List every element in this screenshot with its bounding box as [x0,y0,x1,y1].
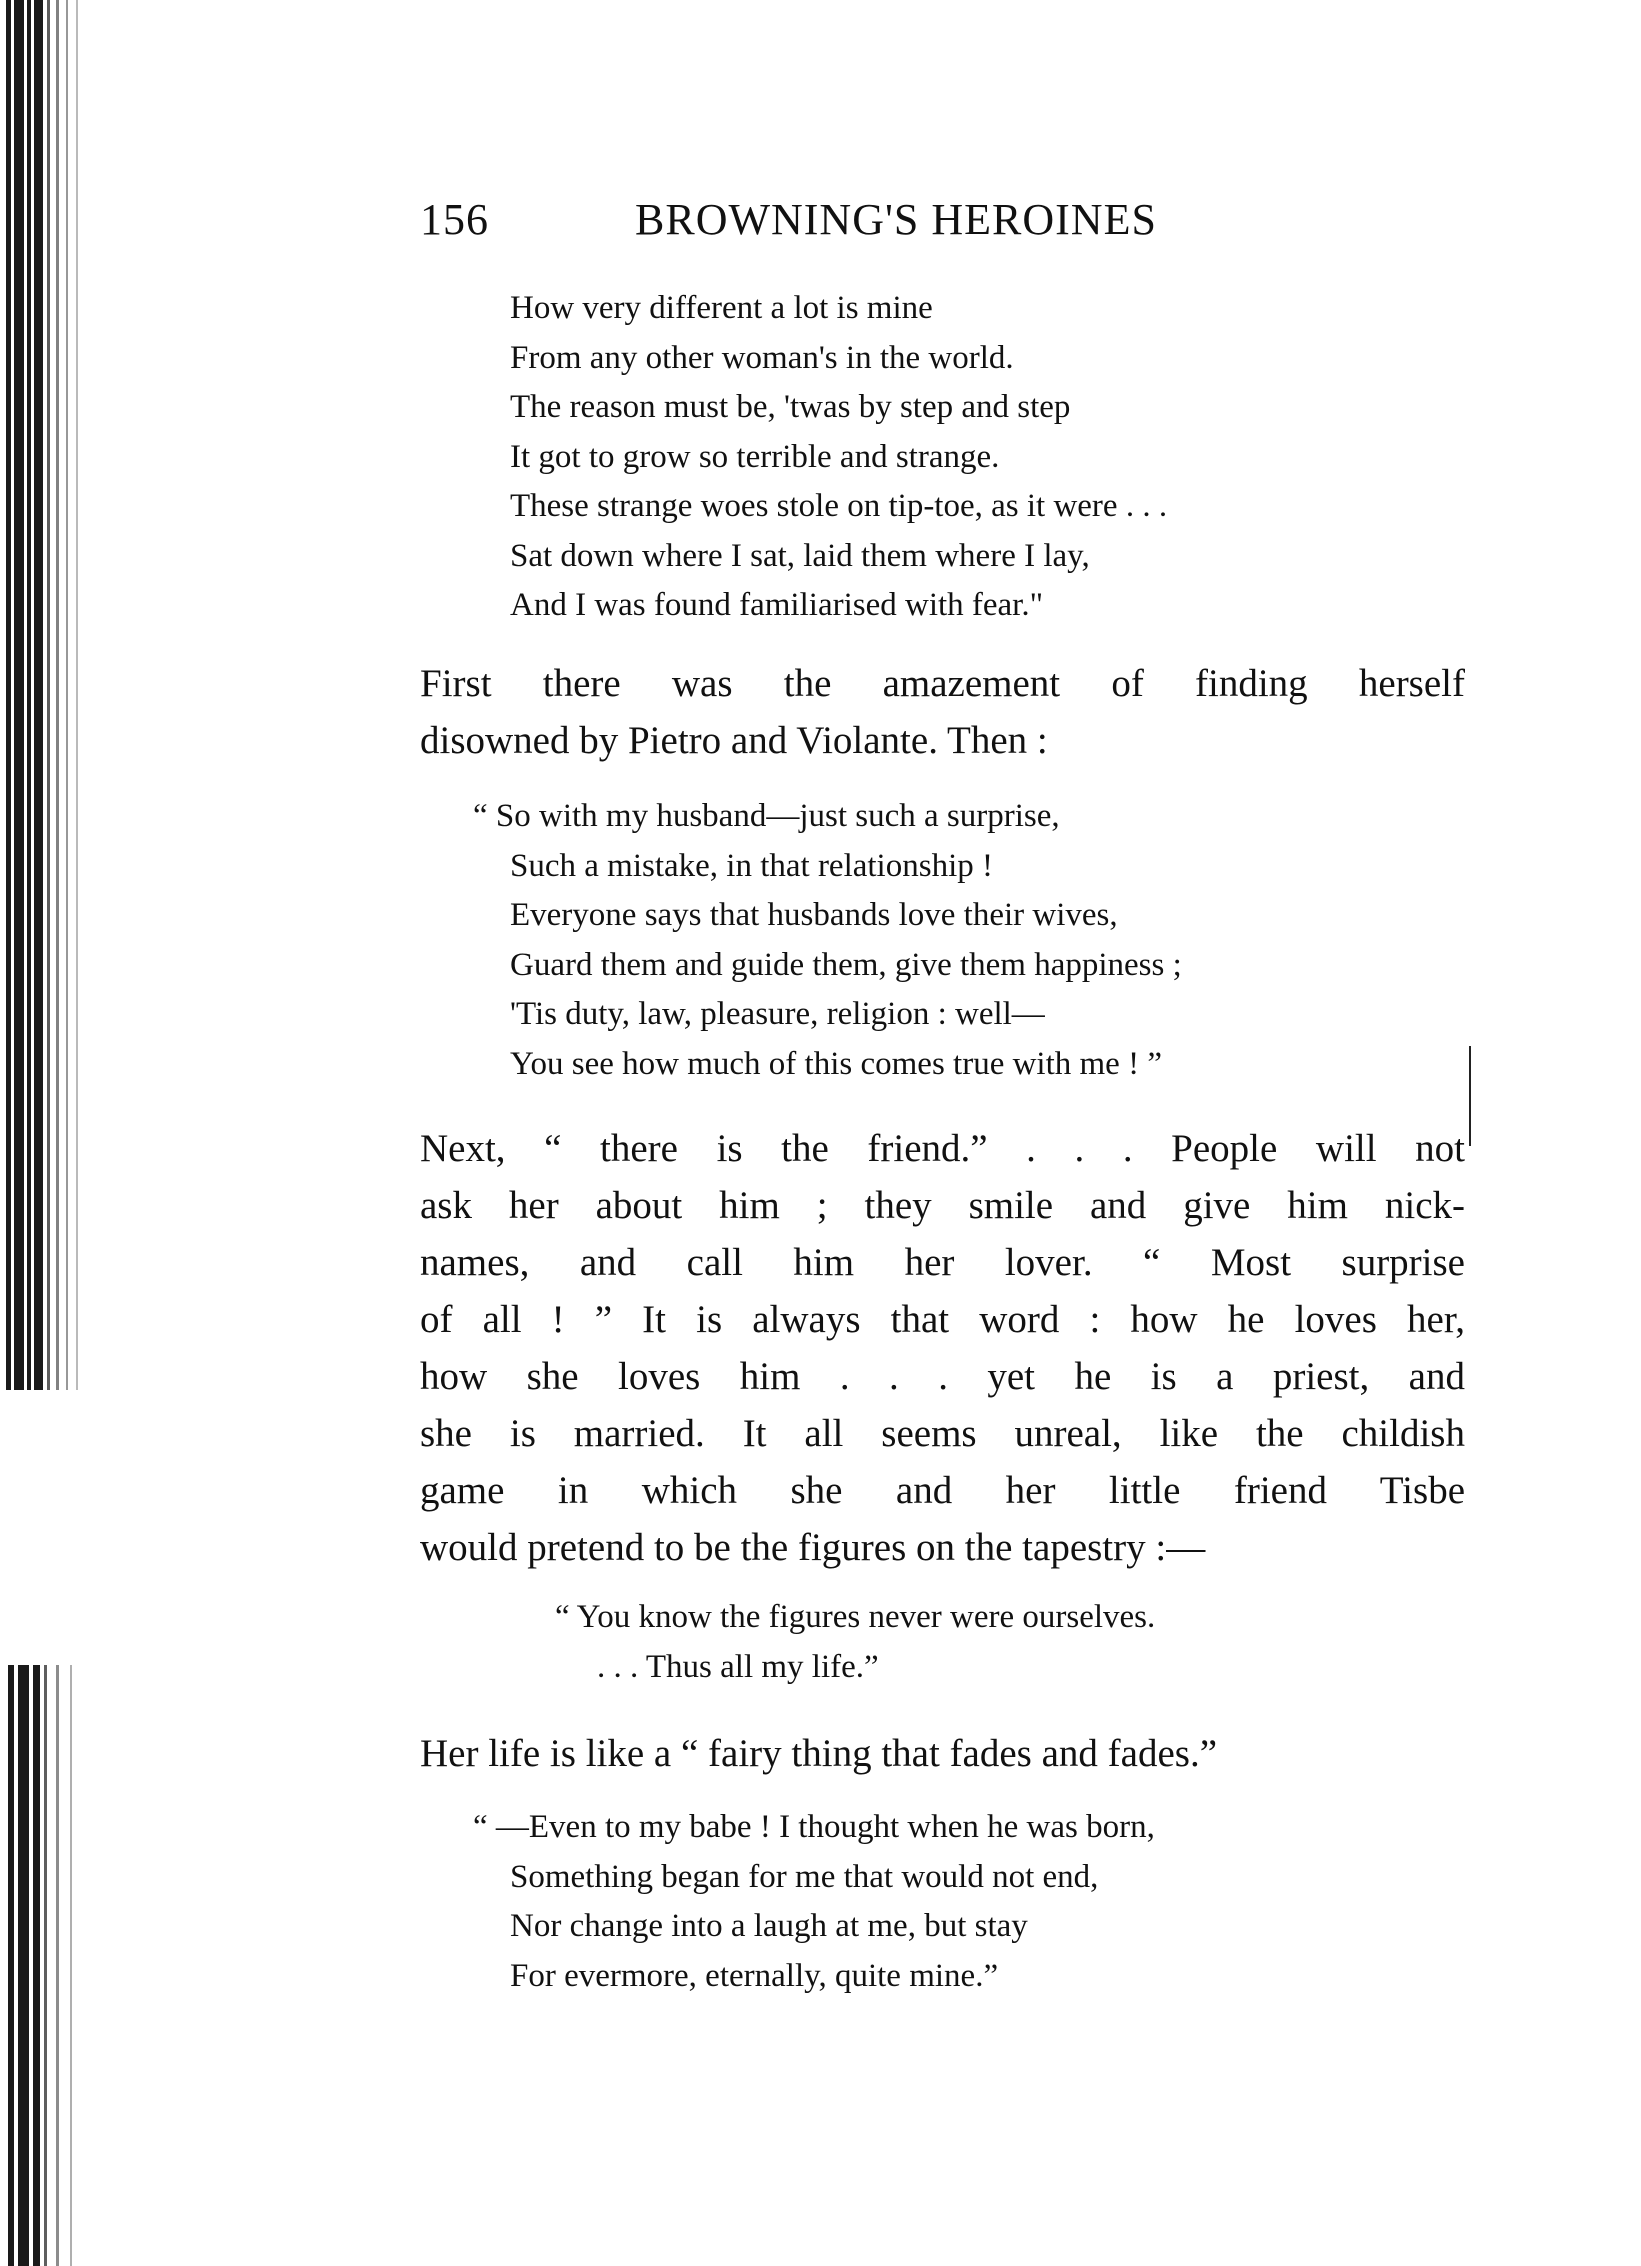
verse-line: How very different a lot is mine [510,290,933,326]
prose-line: would pretend to be the figures on the tapestry :— [420,1526,1206,1569]
verse-line: Something began for me that would not end, [510,1858,1099,1895]
prose-paragraph-2 [420,1120,1465,1576]
prose-line: Her life is like a “ fairy thing that fades and fades.” [420,1732,1218,1775]
prose-line: game in which she and her little friend Tisbe [420,1469,1465,1512]
prose-line: disowned by Pietro and Violante. Then : [420,719,1048,762]
verse-line: Guard them and guide them, give them happiness ; [510,946,1182,983]
prose-line: First there was the amazement of finding herself [420,662,1465,705]
verse-line: It got to grow so terrible and strange. [510,438,1000,475]
page-header [420,188,1260,252]
verse-quotation-3 [555,1593,1155,1692]
page-number: 156 [420,195,489,244]
verse-quotation-4 [473,1803,1155,2001]
verse-line: For evermore, eternally, quite mine.” [510,1957,999,1994]
verse-line: “ You know the figures never were ourselves. [555,1599,1156,1635]
verse-line: “ —Even to my babe ! I thought when he was born, [473,1809,1155,1845]
prose-line: ask her about him ; they smile and give him nick- [420,1184,1465,1227]
prose-line: names, and call him her lover. “ Most surprise [420,1241,1465,1284]
prose-paragraph-3 [420,1725,1465,1782]
prose-line: Next, “ there is the friend.” . . . People will not [420,1127,1465,1170]
running-title: BROWNING'S HEROINES [635,195,1157,244]
verse-line: 'Tis duty, law, pleasure, religion : well— [510,996,1045,1032]
prose-line: of all ! ” It is always that word : how he loves her, [420,1298,1465,1341]
verse-line: Sat down where I sat, laid them where I lay, [510,537,1090,574]
verse-quotation-2 [473,792,1182,1089]
verse-line: Everyone says that husbands love their wives, [510,897,1118,933]
verse-line: Such a mistake, in that relationship ! [510,847,993,884]
verse-quotation-1 [510,284,1167,631]
verse-line: From any other woman's in the world. [510,339,1014,376]
prose-line: she is married. It all seems unreal, like the childish [420,1412,1465,1455]
prose-line: how she loves him . . . yet he is a priest, and [420,1355,1465,1398]
verse-line: “ So with my husband—just such a surprise, [473,798,1060,834]
verse-line: And I was found familiarised with fear." [510,587,1044,623]
verse-line: You see how much of this comes true with me ! ” [510,1045,1162,1082]
prose-paragraph-1 [420,655,1465,769]
verse-line: . . . Thus all my life.” [597,1648,879,1685]
verse-line: The reason must be, 'twas by step and step [510,389,1071,425]
verse-line: These strange woes stole on tip-toe, as it were . . . [510,488,1168,524]
verse-line: Nor change into a laugh at me, but stay [510,1908,1028,1944]
